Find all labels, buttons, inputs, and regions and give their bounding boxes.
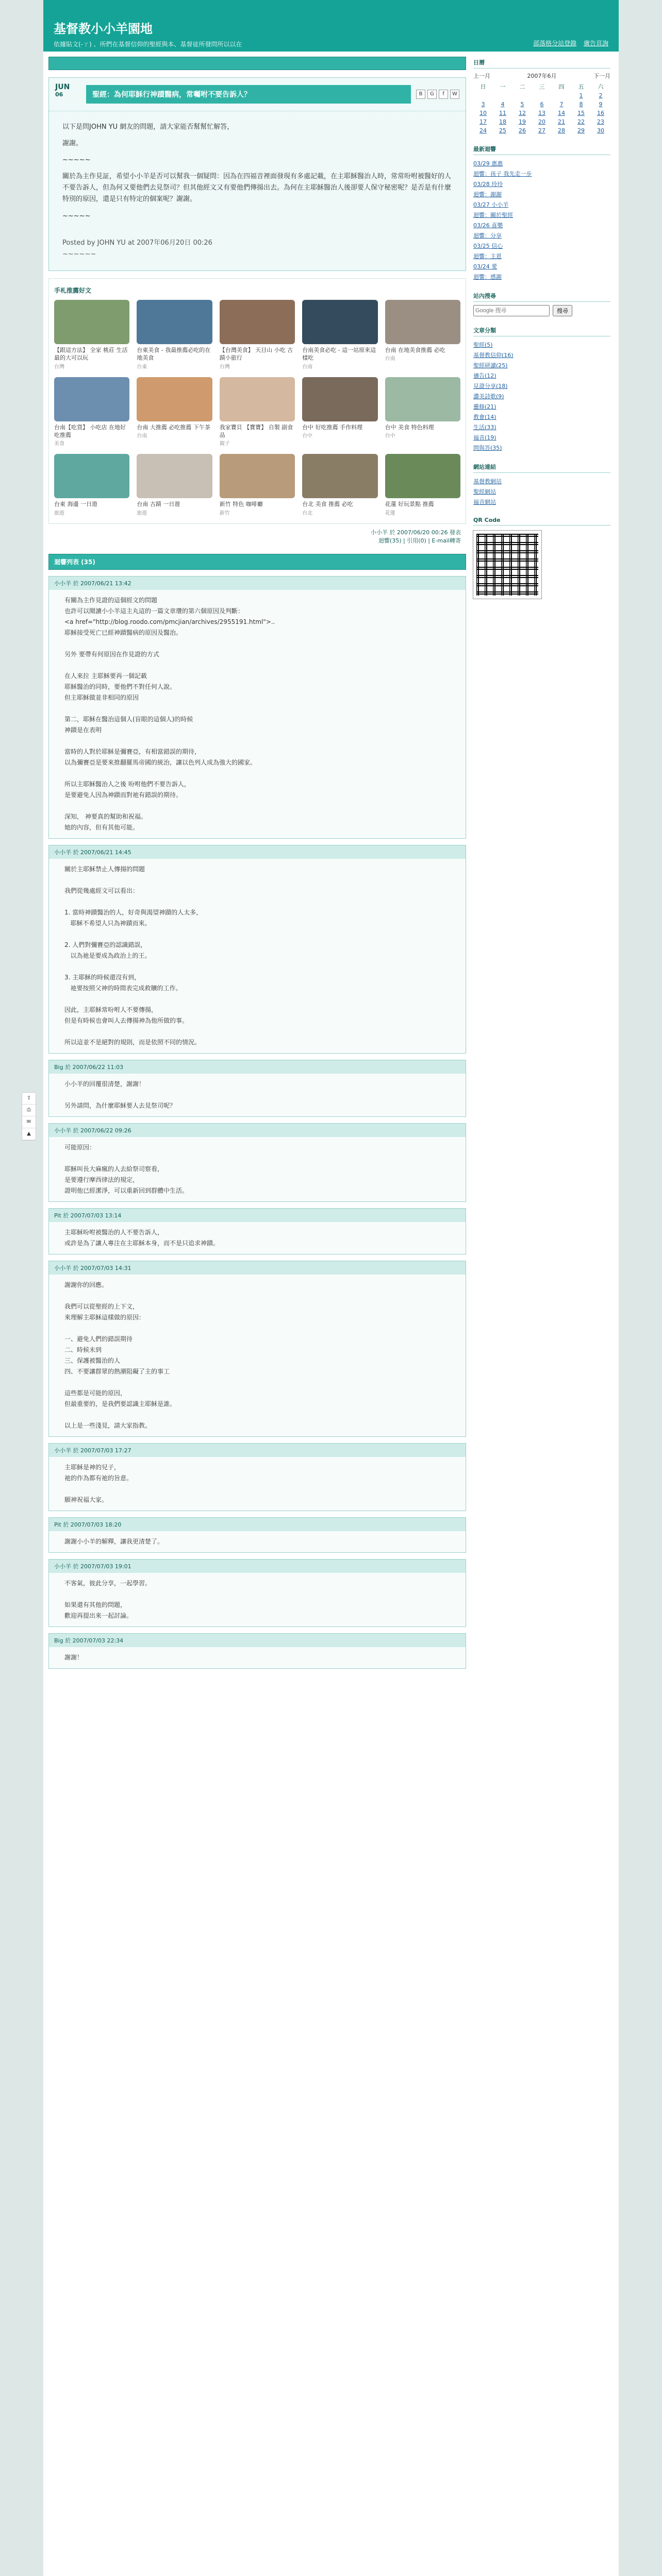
calendar-day[interactable]: 9 [599,101,603,108]
related-caption[interactable]: 台南 在地美食推薦 必吃 [385,346,445,353]
links-title: 網站連結 [473,461,610,473]
calendar-weekday: 四 [558,83,565,90]
calendar-day[interactable]: 3 [481,101,485,108]
related-item[interactable] [54,300,129,370]
calendar-weekday: 一 [500,83,506,90]
post-tilde: ~~~~~~ [62,250,96,258]
related-thumbnail[interactable] [302,454,377,498]
comment [48,1208,466,1255]
comment-header: 小小羊 於 2007/06/21 14:45 [49,845,466,859]
comment-header: 小小羊 於 2007/07/03 17:27 [49,1444,466,1457]
related-caption[interactable]: 新竹 特色 咖啡廳 [219,501,263,508]
calendar-day[interactable]: 18 [499,118,506,125]
related-meta: 台灣 [54,364,64,370]
calendar-day [552,91,571,100]
search-input[interactable] [473,305,550,316]
comment-body: 謝謝小小羊的解釋，讓我更清楚了。 [64,1537,164,1545]
related-thumbnail[interactable] [220,454,295,498]
related-meta: 台南 [137,433,147,439]
category-item[interactable]: 生活(33) [473,424,496,431]
category-item[interactable]: 聖經研讀(25) [473,362,508,369]
recent-item[interactable]: 迴響：感謝 [473,274,502,280]
comment-body: 關於主耶穌禁止人傳揚的問題 我們從幾處經文可以看出： 1. 當時神蹟醫治的人，好奇與渴望神蹟的人太多， 耶穌不希望人只為神蹟而來。 2. 人們對彌賽亞的認識錯誤， 以為祂是要成為政治上的王。 3. 主耶穌的時候還沒有到， 祂要按照父神的時間表完成救贖的工作。 因此，主耶穌常吩咐人不要傳揚， 但是有時候也會叫人去傳揚神為他所做的事。 所以這並不是絕對的規則，而是依照不同的情況。 [64,865,203,1046]
related-item[interactable] [385,454,460,516]
related-caption[interactable]: 台中 美食 特色料理 [385,423,434,431]
recent-item[interactable]: 迴響：分享 [473,232,502,239]
related-caption[interactable]: 台東 海邊 一日遊 [54,501,97,508]
calendar-day[interactable]: 1 [579,92,583,99]
related-caption[interactable]: 【台灣美食】 天目山 小吃 古蹟小旅行 [219,346,293,362]
calendar-block [473,57,610,135]
comment [48,1443,466,1511]
recent-item[interactable]: 03/26 喜樂 [473,222,503,229]
category-item[interactable]: 問與答(35) [473,445,502,451]
related-meta: 親子 [219,441,230,447]
comment-header: 小小羊 於 2007/06/21 13:42 [49,577,466,590]
calendar-month: 2007年6月 [527,73,557,79]
top-links [528,39,608,47]
calendar-weekday: 二 [519,83,525,90]
main-column [48,57,466,1675]
qr-code [473,531,541,599]
comment-header: Big 於 2007/07/03 22:34 [49,1634,466,1647]
comment-header: Pit 於 2007/07/03 18:20 [49,1518,466,1531]
site-subtitle: 依據貼文(-ㄚ) 、所們在基督信仰的聖經與本、基督徒所發問所以以在 [54,41,242,48]
comment [48,1060,466,1117]
category-item[interactable]: 教會(14) [473,414,496,420]
related-item[interactable] [302,300,377,370]
comment-body: 謝謝你的回應。 我們可以從聖經的上下文， 來理解主耶穌這樣做的原因： 一、避免人們的錯誤期待 二、時候未到 三、保護被醫治的人 四、不要讓群眾的熱潮阻礙了主的事工 這些都是可能的原因， 但最重要的，是我們要認識主耶穌是誰。 以上是一些淺見，請大家指教。 [64,1281,176,1429]
post-paragraph: ~~~~~ [62,212,91,220]
related-item[interactable] [220,454,295,516]
comment [48,1261,466,1437]
comments-list [48,576,466,1669]
category-item[interactable]: 聖經(5) [473,342,493,348]
calendar-day[interactable]: 25 [499,127,506,134]
related-item[interactable] [302,377,377,447]
comment-header: 小小羊 於 2007/07/03 14:31 [49,1261,466,1275]
comment [48,576,466,839]
comment-header: Big 於 2007/06/22 11:03 [49,1060,466,1074]
related-caption[interactable]: 【跟這方法】 全家 桃莊 生活最的大可以玩 [54,346,128,362]
comment [48,1123,466,1202]
calendar-day[interactable]: 21 [558,118,565,125]
related-caption[interactable]: 我家寶貝 【寶寶】 自製 副食品 [219,423,293,439]
posted-by: Posted by JOHN YU at 2007年06月20日 00:26 [62,239,212,247]
related-item[interactable] [220,377,295,447]
recent-item[interactable]: 03/28 玲玲 [473,181,503,188]
related-item[interactable] [385,300,460,370]
calendar-day [493,91,512,100]
related-meta: 台南 [302,364,313,370]
related-thumbnail[interactable] [54,454,129,498]
link-item[interactable]: 福音網站 [473,499,496,505]
related-meta: 新竹 [219,510,230,516]
calendar-weekday: 五 [578,83,584,90]
related-caption[interactable]: 台北 美食 推薦 必吃 [302,501,353,508]
post-date: JUN 06 [55,83,70,98]
page [26,0,619,2576]
calendar-weekday: 三 [539,83,545,90]
comment [48,1559,466,1627]
search-block [473,290,610,316]
related-meta: 美食 [54,441,64,447]
facebook-icon[interactable]: f [439,90,448,99]
post-footer-line1: 小小羊 於 2007/06/20 00:26 發表 [370,529,461,536]
recent-item[interactable]: 03/27 小小羊 [473,201,509,208]
calendar-day[interactable]: 10 [479,110,487,116]
related-meta: 台東 [137,364,147,370]
category-title: 文章分類 [473,325,610,336]
category-item[interactable]: 靈修(21) [473,403,496,410]
related-heading: 手札推薦好文 [54,286,92,294]
related-meta: 台中 [302,433,313,439]
related-item[interactable] [385,377,460,447]
related-meta: 旅遊 [137,510,147,516]
related-caption[interactable]: 花蓮 好玩景點 推薦 [385,501,434,508]
related-item[interactable] [54,377,129,447]
category-item[interactable]: 禱告(12) [473,372,496,379]
related-thumbnail[interactable] [385,377,460,421]
comment [48,1517,466,1553]
calendar-table [473,82,610,135]
comment-body: 小小羊的回覆很清楚，謝謝！ 另外請問，為什麼耶穌要人去見祭司呢？ [64,1080,176,1109]
calendar-day[interactable]: 5 [520,101,524,108]
post-footer [48,524,466,549]
related-posts [48,278,466,524]
category-item[interactable]: 讚美詩歌(9) [473,393,504,400]
recent-item[interactable]: 迴響：主恩 [473,253,502,260]
calendar-next[interactable]: 下一月 [593,73,610,79]
links-block [473,461,610,507]
related-meta: 旅遊 [54,510,64,516]
recent-item[interactable]: 迴響：關於聖經 [473,212,513,218]
related-thumbnail[interactable] [54,377,129,421]
calendar-day[interactable]: 13 [538,110,545,116]
top-icon[interactable]: ▲ [22,1128,36,1140]
comment [48,1633,466,1669]
calendar-day[interactable]: 24 [479,127,487,134]
recent-item[interactable]: 迴響：謝謝 [473,191,502,198]
calendar-day[interactable]: 19 [519,118,526,125]
related-caption[interactable]: 台南【吃貨】 小吃店 在地好吃推薦 [54,423,126,439]
comment-body: 主耶穌吩咐被醫治的人不要告訴人， 或許是為了讓人專注在主耶穌本身，而不是只追求神蹟。 [64,1228,220,1247]
related-thumbnail[interactable] [302,377,377,421]
related-meta: 台北 [302,510,313,516]
post-title[interactable]: 聖經：為何耶穌行神蹟醫病，常囑咐不要告訴人？ [86,85,411,104]
comment-header: 小小羊 於 2007/07/03 19:01 [49,1560,466,1573]
calendar-day[interactable]: 2 [599,92,603,99]
post-paragraph: 以下是問JOHN YU 網友的問題，請大家能否幫幫忙解答， [62,123,234,131]
calendar-weekday: 六 [598,83,604,90]
calendar-day[interactable]: 27 [538,127,545,134]
floating-toolbar [22,1092,36,1141]
comments-header: 迴響列表 (35) [48,554,466,570]
qr-title: QR Code [473,515,610,526]
calendar-day[interactable]: 4 [501,101,505,108]
calendar-day[interactable]: 17 [479,118,487,125]
comment-body: 主耶穌是神的兒子， 祂的作為都有祂的旨意。 願神祝福大家。 [64,1463,133,1503]
related-caption[interactable]: 台中 好吃推薦 手作料理 [302,423,363,431]
calendar-day[interactable]: 8 [579,101,583,108]
calendar-day[interactable]: 15 [577,110,585,116]
comment-body: 可能原因： 耶穌叫長大麻瘋的人去給祭司察看， 是要遵行摩西律法的規定， 證明他已經潔淨，可以重新回到群體中生活。 [64,1143,189,1194]
calendar-day[interactable]: 11 [499,110,506,116]
category-item[interactable]: 見證分享(18) [473,383,508,389]
category-item[interactable]: 福音(19) [473,434,496,441]
recent-item[interactable]: 迴響：孩子 我先走一步 [473,171,532,177]
related-thumbnail[interactable] [137,454,212,498]
related-thumbnail[interactable] [137,300,212,344]
post [48,77,466,271]
post-paragraph: 謝謝。 [62,140,83,148]
calendar-day[interactable]: 26 [519,127,526,134]
related-meta: 台南 [385,356,395,362]
bookmark-icon[interactable]: B [416,90,425,99]
comment-body: 不客氣，彼此分享，一起學習。 如果還有其他的問題， 歡迎再提出來一起討論。 [64,1579,152,1619]
link-item[interactable]: 基督教網站 [473,478,502,485]
post-paragraph: 關於為主作見証，希望小小羊是否可以幫我一個疑問：因為在四福音裡面發現有多處記載，在主耶穌醫治人時，常常吩咐被醫好的人不要告訴人，但為何又要他們去見祭司？但其他經文又有要他們傳揚出去。為何在主耶穌醫治人後卻要人保守秘密呢？是否是有什麼特別的原因，還是只有特定的個案呢？謝謝。 [62,173,452,204]
related-meta: 花蓮 [385,510,395,516]
share-icon[interactable]: ⇪ [22,1093,36,1105]
recent-block [473,143,610,282]
comment-header: 小小羊 於 2007/06/22 09:26 [49,1124,466,1137]
recent-item[interactable]: 03/29 惠惠 [473,160,503,167]
related-item[interactable] [302,454,377,516]
web-icon[interactable]: W [450,90,459,99]
site-banner [43,0,619,52]
related-caption[interactable]: 台南 古蹟 一日遊 [137,501,180,508]
related-thumbnail[interactable] [385,454,460,498]
post-tools [416,90,459,99]
calendar-day[interactable]: 7 [559,101,564,108]
search-button[interactable]: 搜尋 [553,305,572,316]
related-thumbnail[interactable] [137,377,212,421]
top-nav-bar [48,57,466,70]
related-thumbnail[interactable] [54,300,129,344]
calendar-day [532,91,552,100]
site-title[interactable]: 基督教小小羊園地 [54,22,153,36]
category-item[interactable]: 基督教信仰(16) [473,352,514,359]
related-thumbnail[interactable] [385,300,460,344]
print-icon[interactable]: ⎙ [22,1105,36,1116]
search-title: 站內搜尋 [473,290,610,302]
calendar-day [473,91,493,100]
comment-header: Pit 於 2007/07/03 13:14 [49,1209,466,1222]
calendar-day[interactable]: 22 [577,118,585,125]
related-item[interactable] [220,300,295,370]
related-grid [54,300,460,516]
related-caption[interactable]: 台南 大推薦 必吃推薦 下午茶 [137,423,210,431]
calendar-day [512,91,532,100]
recent-title: 最新迴響 [473,143,610,155]
related-item[interactable] [137,300,212,370]
related-thumbnail[interactable] [220,300,295,344]
related-item[interactable] [54,454,129,516]
calendar-day[interactable]: 14 [558,110,565,116]
related-caption[interactable]: 台東美食 - 我最推薦必吃的在地美食 [137,346,211,362]
links-list [473,476,610,507]
category-list [473,340,610,453]
calendar-day[interactable]: 20 [538,118,545,125]
calendar-title: 日曆 [473,57,610,69]
recent-list [473,158,610,282]
calendar-weekday: 日 [480,83,486,90]
category-block [473,325,610,453]
calendar-day[interactable]: 23 [597,118,604,125]
related-caption[interactable]: 台南美食必吃 - 這一站原來這樣吃 [302,346,376,362]
related-item[interactable] [137,377,212,447]
calendar-day[interactable]: 6 [540,101,544,108]
calendar-day[interactable]: 30 [597,127,604,134]
related-item[interactable] [137,454,212,516]
calendar-day[interactable]: 28 [558,127,565,134]
google-icon[interactable]: G [427,90,437,99]
related-thumbnail[interactable] [220,377,295,421]
qr-block [473,515,610,599]
recent-item[interactable]: 03/25 信心 [473,243,503,249]
mail-icon[interactable]: ✉ [22,1116,36,1128]
calendar-day[interactable]: 16 [597,110,604,116]
calendar-day[interactable]: 12 [519,110,526,116]
top-link-login[interactable]: 部落格分站登錄 [533,40,577,47]
link-item[interactable]: 聖經網站 [473,488,496,495]
calendar-day[interactable]: 29 [577,127,585,134]
calendar-prev[interactable]: 上一月 [473,73,490,79]
related-thumbnail[interactable] [302,300,377,344]
comment [48,845,466,1054]
post-body [49,111,466,270]
post-paragraph: ~~~~~ [62,156,91,164]
sidebar [473,57,610,1675]
recent-item[interactable]: 03/24 愛 [473,263,498,270]
post-footer-line2[interactable]: 迴響(35) | 引用(0) | E-mail轉寄 [378,537,461,544]
related-meta: 台中 [385,433,395,439]
comment-body: 謝謝！ [64,1653,84,1661]
comment-body: 有關為主作見證的這個經文的問題 也許可以閱讀小小羊這主丸這的一篇文章瓚的第六個原因及判斷： <a href="http://blog.roodo.com/pmcjian/archives/2955191.html">.. 耶穌接受死亡已經神蹟醫病的原因及醫治。 另外 要帶有何原因在作見證的方式 在人來拉 主耶穌要再一個記載 耶穌醫治的同時，要他們不對任何人說。 但主耶穌做並非相同的原因 第二，耶穌在醫治這個人(盲眼的這個人)的時候 神蹟是在表明 當時的人對於耶穌是彌賽亞，有相當錯誤的期待， 以為彌賽亞是要來推翻羅馬帝國的統治，讓以色列人成為強大的國家。 所以主耶穌醫治人之後 吩咐他們不要告訴人， 是要避免人因為神蹟而對祂有錯誤的期待。 深知， 神要真的幫助和祝福。 她的內容，但有其他可能。 [64,596,275,831]
top-link-ads[interactable]: 廣告頁詢 [583,40,608,47]
related-meta: 台灣 [219,364,230,370]
